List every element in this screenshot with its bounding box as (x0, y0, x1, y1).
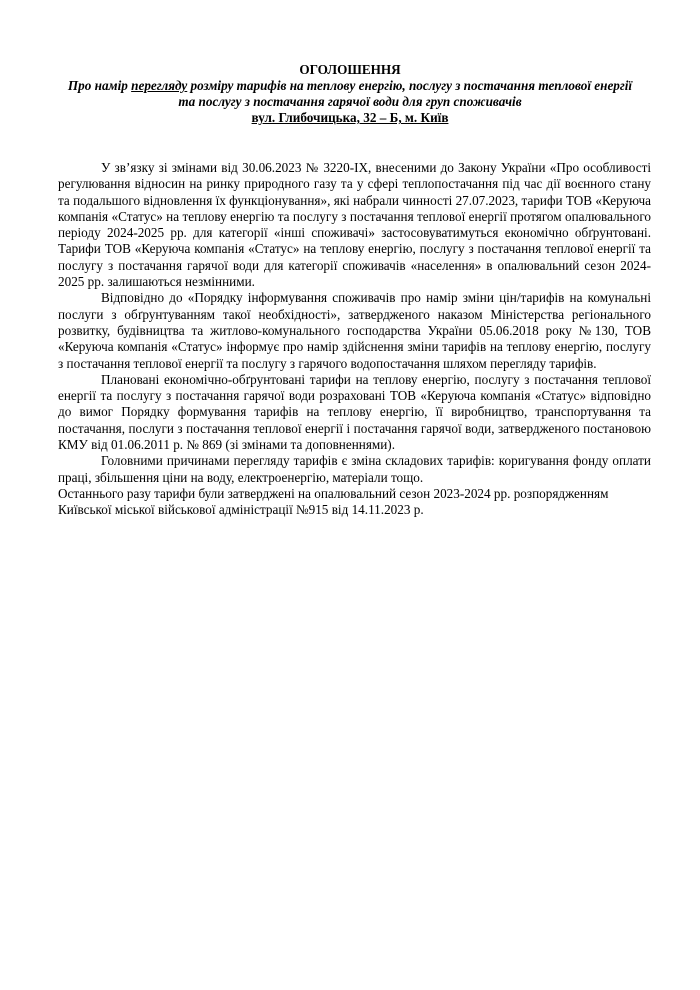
document-body (58, 160, 651, 519)
subtitle-prefix: Про намір (67, 78, 132, 93)
announcement-heading (60, 62, 640, 126)
paragraph-informing-procedure: Відповідно до «Порядку інформування споживачів про намір зміни цін/тарифів на комунальні послуги з обґрунтуванням такої необхідності», затвердженого наказом Міністерства регіонального розвитку, будівництва та житлово-комунального господарства України 05.06.2018 року №130, ТОВ «Керуюча компанія «Статус» інформує про намір здійснення зміни тарифів на теплову енергію, послугу з постачання теплової енергії та послугу з гарячого водопостачання шляхом перегляду тарифів. (58, 290, 651, 371)
document-subtitle (60, 78, 640, 110)
paragraph-last-approval: Останнього разу тарифи були затверджені на опалювальний сезон 2023-2024 рр. розпорядженням Київської міської військової адміністрації №915 від 14.11.2023 р. (58, 485, 609, 518)
paragraph-main-reasons: Головними причинами перегляду тарифів є зміна складових тарифів: коригування фонду оплати праці, збільшення ціни на воду, електроенергію, матеріали тощо. (58, 453, 651, 485)
document-title: ОГОЛОШЕННЯ (299, 62, 401, 77)
paragraph-law-changes: У зв’язку зі змінами від 30.06.2023 № 3220-IX, внесеними до Закону України «Про особливості регулювання відносин на ринку природного газу та у сфері теплопостачання під час дії воєнного стану та подальшого відновлення їх функціонування», які набрали чинності 27.07.2023, тарифи ТОВ «Керуюча компанія «Статус» на теплову енергію та послугу з постачання теплової енергії протягом опалювального періоду 2024-2025 рр. для категорії «інші споживачі» застосовуватимуться економічно обґрунтовані. Тарифи ТОВ «Керуюча компанія «Статус» на теплову енергію, послугу з постачання теплової енергії та послугу з постачання гарячої води для категорії споживачів «населення» в опалювальний сезон 2024-2025 рр. залишаються незмінними. (58, 160, 651, 290)
document-address: вул. Глибочицька, 32 – Б, м. Київ (251, 110, 449, 125)
subtitle-underlined-word: перегляду (131, 78, 188, 93)
subtitle-rest: розміру тарифів на теплову енергію, послугу з постачання теплової енергії та послугу з постачання гарячої води для груп споживачів (178, 78, 633, 109)
paragraph-planned-tariffs: Плановані економічно-обґрунтовані тарифи на теплову енергію, послугу з постачання теплової енергії та послугу з постачання гарячої води розраховані ТОВ «Керуюча компанія «Статус» відповідно до вимог Порядку формування тарифів на теплову енергію, її виробництво, транспортування та постачання, послуги з постачання теплової енергії і постачання гарячої води, затвердженого постановою КМУ від 01.06.2011 р. № 869 (зі змінами та доповненнями). (58, 371, 651, 453)
